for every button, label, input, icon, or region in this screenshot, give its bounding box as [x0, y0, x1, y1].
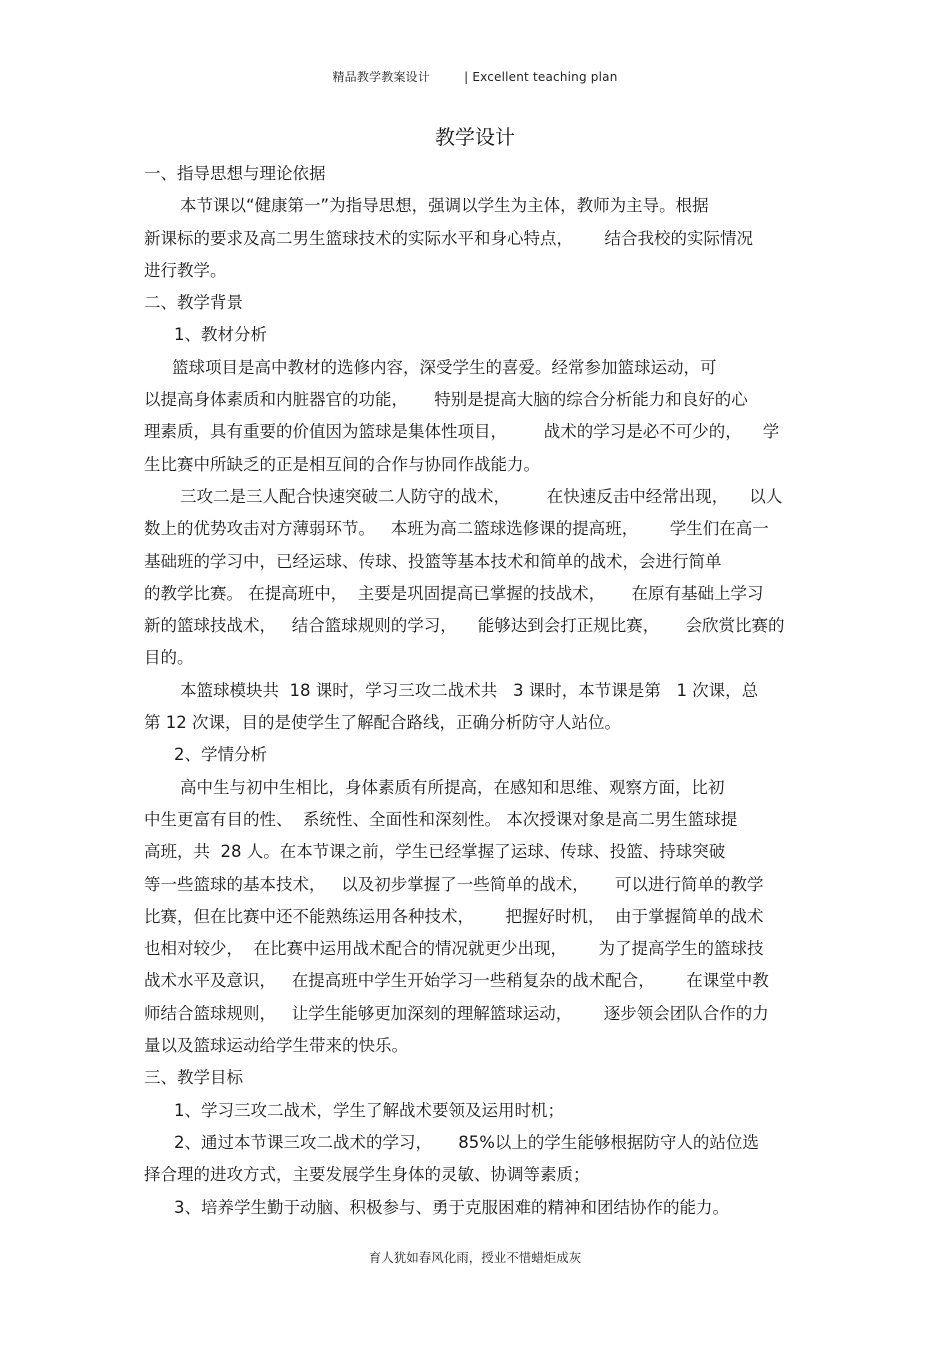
text-line: 一、指导思想与理论依据 — [144, 164, 326, 183]
document-title: 教学设计 — [435, 125, 515, 149]
document-body — [144, 158, 812, 1224]
text-line: 生比赛中所缺乏的正是相互间的合作与协同作战能力。 — [144, 454, 540, 474]
text-line: 2、学情分析 — [174, 745, 267, 765]
header-title-en: | Excellent teaching plan — [464, 70, 618, 84]
header-title-cn: 精品教学教案设计 — [332, 70, 431, 84]
text-line: 战术水平及意识， 在提高班中学生开始学习一些稍复杂的战术配合， 在课堂中教 — [144, 971, 769, 991]
text-line: 以提高身体素质和内脏器官的功能， 特别是提高大脑的综合分析能力和良好的心 — [144, 390, 748, 410]
text-line: 二、教学背景 — [144, 293, 243, 313]
text-line: 的教学比赛。 在提高班中， 主要是巩固提高已掌握的技战术， 在原有基础上学习 — [144, 583, 764, 603]
text-line: 等一些篮球的基本技术， 以及初步掌握了一些简单的战术， 可以进行简单的教学 — [144, 874, 764, 894]
text-line: 3、培养学生勤于动脑、积极参与、勇于克服困难的精神和团结协作的能力。 — [174, 1197, 729, 1217]
text-line: 目的。 — [144, 648, 194, 668]
text-line: 也相对较少， 在比赛中运用战术配合的情况就更少出现， 为了提高学生的篮球技 — [144, 939, 764, 959]
text-line: 基础班的学习中，已经运球、传球、投篮等基本技术和简单的战术，会进行简单 — [144, 551, 722, 571]
page-header — [0, 68, 950, 85]
text-line: 比赛，但在比赛中还不能熟练运用各种技术， 把握好时机， 由于掌握简单的战术 — [144, 906, 764, 926]
page-footer: 育人犹如春风化雨，授业不惜蜡炬成灰 — [368, 1250, 582, 1265]
text-line: 本节课以“健康第一”为指导思想，强调以学生为主体，教师为主导。根据 — [180, 196, 709, 216]
text-line: 新的篮球技战术， 结合篮球规则的学习， 能够达到会打正规比赛， 会欣赏比赛的 — [144, 616, 785, 636]
text-line: 数上的优势攻击对方薄弱环节。 本班为高二篮球选修课的提高班， 学生们在高一 — [144, 519, 769, 539]
text-line: 理素质，具有重要的价值因为篮球是集体性项目， 战术的学习是必不可少的， 学 — [144, 422, 780, 442]
text-line: 1、学习三攻二战术，学生了解战术要领及运用时机； — [174, 1100, 564, 1120]
text-line: 三、教学目标 — [144, 1068, 243, 1088]
text-line: 三攻二是三人配合快速突破二人防守的战术， 在快速反击中经常出现， 以人 — [180, 486, 783, 506]
text-line: 新课标的要求及高二男生篮球技术的实际水平和身心特点， 结合我校的实际情况 — [144, 228, 753, 248]
text-line: 本篮球模块共 18 课时，学习三攻二战术共 3 课时，本节课是第 1 次课，总 — [180, 680, 759, 700]
text-line: 中生更富有目的性、 系统性、全面性和深刻性。 本次授课对象是高二男生篮球提 — [144, 809, 738, 829]
text-line: 第 12 次课，目的是使学生了解配合路线，正确分析防守人站位。 — [144, 713, 621, 733]
text-line: 师结合篮球规则， 让学生能够更加深刻的理解篮球运动， 逐步领会团队合作的力 — [144, 1003, 769, 1023]
text-line: 1、教材分析 — [174, 325, 267, 345]
text-line: 高班，共 28 人。在本节课之前，学生已经掌握了运球、传球、投篮、持球突破 — [144, 842, 726, 862]
text-line: 2、通过本节课三攻二战术的学习， 85%以上的学生能够根据防守人的站位选 — [174, 1132, 759, 1152]
text-line: 篮球项目是高中教材的选修内容，深受学生的喜爱。经常参加篮球运动，可 — [172, 357, 717, 377]
text-line: 量以及篮球运动给学生带来的快乐。 — [144, 1036, 408, 1056]
text-line: 择合理的进攻方式，主要发展学生身体的灵敏、协调等素质； — [144, 1165, 590, 1185]
text-line: 进行教学。 — [144, 260, 227, 280]
text-line: 高中生与初中生相比，身体素质有所提高，在感知和思维、观察方面，比初 — [180, 777, 725, 797]
